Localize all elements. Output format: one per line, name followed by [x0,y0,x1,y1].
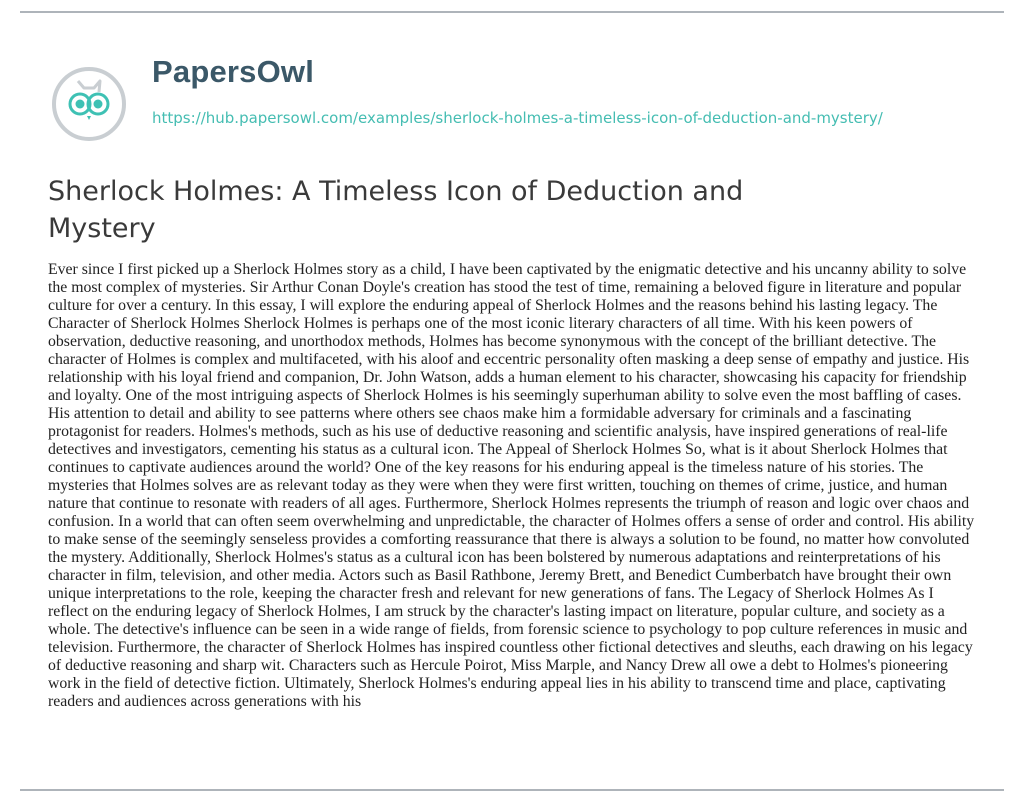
bottom-divider [20,789,1004,791]
owl-logo-icon [51,66,127,142]
site-header [40,50,1000,155]
brand-name: PapersOwl [152,54,315,89]
top-divider [20,11,1004,13]
page-title: Sherlock Holmes: A Timeless Icon of Deduction and Mystery [48,176,744,244]
essay-body: Ever since I first picked up a Sherlock Holmes story as a child, I have been captivated by the enigmatic detective and his uncanny ability to solve the most complex of mysteries. Sir Arthur Conan Doyle's creation has stood the test of time, remaining a beloved figure in literature and popular culture for over a century. In this essay, I will explore the enduring appeal of Sherlock Holmes and the reasons behind his lasting legacy. The Character of Sherlock Holmes Sherlock Holmes is perhaps one of the most iconic literary characters of all time. With his keen powers of observation, deductive reasoning, and unorthodox methods, Holmes has become synonymous with the concept of the brilliant detective. The character of Holmes is complex and multifaceted, with his aloof and eccentric personality often masking a deep sense of empathy and justice. His relationship with his loyal friend and companion, Dr. John Watson, adds a human element to his character, showcasing his capacity for friendship and loyalty. One of the most intriguing aspects of Sherlock Holmes is his seemingly superhuman ability to solve even the most baffling of cases. His attention to detail and ability to see patterns where others see chaos make him a formidable adversary for criminals and a fascinating protagonist for readers. Holmes's methods, such as his use of deductive reasoning and scientific analysis, have inspired generations of real-life detectives and investigators, cementing his status as a cultural icon. The Appeal of Sherlock Holmes So, what is it about Sherlock Holmes that continues to captivate audiences around the world? One of the key reasons for his enduring appeal is the timeless nature of his stories. The mysteries that Holmes solves are as relevant today as they were when they were first written, touching on themes of crime, justice, and human nature that continue to resonate with readers of all ages. Furthermore, Sherlock Holmes represents the triumph of reason and logic over chaos and confusion. In a world that can often seem overwhelming and unpredictable, the character of Holmes offers a sense of order and control. His ability to make sense of the seemingly senseless provides a comforting reassurance that there is always a solution to be found, no matter how convoluted the mystery. Additionally, Sherlock Holmes's status as a cultural icon has been bolstered by numerous adaptations and reinterpretations of his character in film, television, and other media. Actors such as Basil Rathbone, Jeremy Brett, and Benedict Cumberbatch have brought their own unique interpretations to the role, keeping the character fresh and relevant for new generations of fans. The Legacy of Sherlock Holmes As I reflect on the enduring legacy of Sherlock Holmes, I am struck by the character's lasting impact on literature, popular culture, and society as a whole. The detective's influence can be seen in a wide range of fields, from forensic science to psychology to pop culture references in music and television. Furthermore, the character of Sherlock Holmes has inspired countless other fictional detectives and sleuths, each drawing on his legacy of deductive reasoning and sharp wit. Characters such as Hercule Poirot, Miss Marple, and Nancy Drew all owe a debt to Holmes's pioneering work in the field of detective fiction. Ultimately, Sherlock Holmes's enduring appeal lies in his ability to transcend time and place, captivating readers and audiences across generations with his [48,261,975,710]
source-url-link[interactable]: https://hub.papersowl.com/examples/sherlock-holmes-a-timeless-icon-of-deduction-and-mystery/ [152,109,883,127]
